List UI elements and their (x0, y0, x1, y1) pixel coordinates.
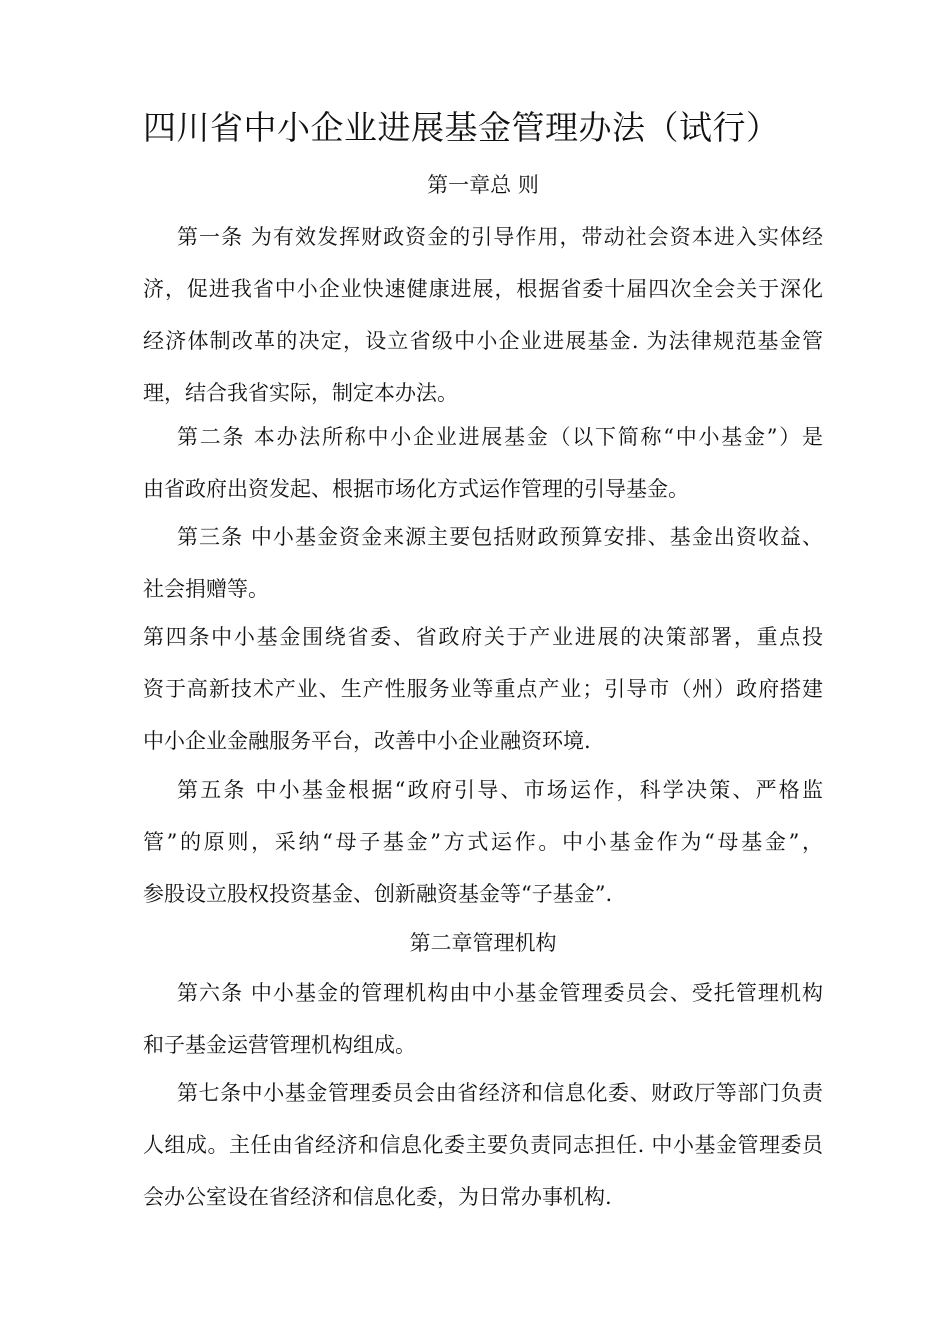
article-2 (143, 422, 823, 526)
article-line: 济，促进我省中小企业快速健康进展，根据省委十届四次全会关于深化 (143, 277, 823, 301)
article-6 (143, 978, 823, 1082)
article-line: 第六条 中小基金的管理机构由中小基金管理委员会、受托管理机构 (177, 981, 823, 1005)
article-line: 中小企业金融服务平台，改善中小企业融资环境. (143, 729, 591, 753)
article-5 (143, 775, 823, 931)
article-line: 参股设立股权投资基金、创新融资基金等“子基金”. (143, 882, 613, 906)
article-line: 管”的原则，采纳“母子基金”方式运作。中小基金作为“母基金”， (143, 830, 823, 854)
article-line: 第三条 中小基金资金来源主要包括财政预算安排、基金出资收益、 (177, 525, 823, 549)
article-line: 社会捐赠等。 (143, 577, 269, 601)
article-line: 由省政府出资发起、根据市场化方式运作管理的引导基金。 (143, 477, 689, 501)
article-line: 和子基金运营管理机构组成。 (143, 1033, 416, 1057)
article-line: 会办公室设在省经济和信息化委，为日常办事机构. (143, 1185, 612, 1209)
article-line: 第二条 本办法所称中小企业进展基金（以下简称“中小基金”）是 (177, 425, 823, 449)
chapter-heading-2: 第二章管理机构 (409, 931, 557, 955)
article-line: 资于高新技术产业、生产性服务业等重点产业；引导市（州）政府搭建 (143, 677, 823, 701)
article-line: 第五条 中小基金根据“政府引导、市场运作，科学决策、严格监 (177, 778, 823, 802)
document-title: 四川省中小企业进展基金管理办法（试行） (143, 108, 780, 147)
article-1 (143, 222, 823, 430)
article-line: 人组成。主任由省经济和信息化委主要负责同志担任. 中小基金管理委员 (143, 1133, 823, 1157)
article-4 (143, 622, 823, 778)
article-line: 第七条中小基金管理委员会由省经济和信息化委、财政厅等部门负责 (177, 1081, 823, 1105)
article-line: 第一条 为有效发挥财政资金的引导作用，带动社会资本进入实体经 (177, 225, 823, 249)
article-line: 第四条中小基金围绕省委、省政府关于产业进展的决策部署，重点投 (143, 625, 823, 649)
article-7 (143, 1078, 823, 1234)
article-3 (143, 522, 823, 626)
article-line: 经济体制改革的决定，设立省级中小企业进展基金. 为法律规范基金管 (143, 329, 823, 353)
article-line: 理，结合我省实际，制定本办法。 (143, 381, 458, 405)
chapter-heading-1: 第一章总 则 (427, 173, 539, 197)
